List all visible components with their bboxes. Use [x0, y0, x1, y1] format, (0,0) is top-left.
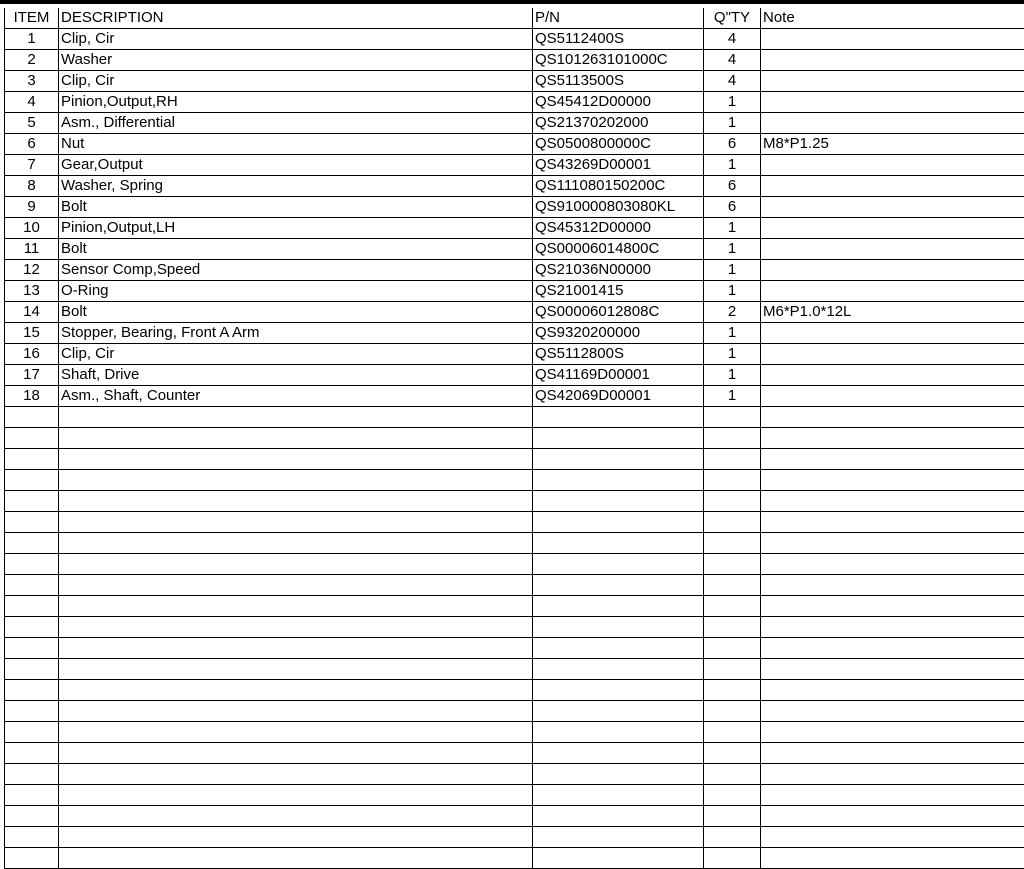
cell-part-number: QS5113500S: [533, 71, 704, 92]
empty-cell-description: [59, 701, 533, 722]
cell-quantity: 1: [704, 323, 761, 344]
empty-table-row: [5, 785, 1024, 806]
table-row: [5, 155, 1024, 176]
cell-part-number: QS9320200000: [533, 323, 704, 344]
empty-cell-note: [761, 512, 1024, 533]
empty-cell-part-number: [533, 512, 704, 533]
cell-part-number: QS00006014800C: [533, 239, 704, 260]
empty-cell-part-number: [533, 827, 704, 848]
empty-cell-note: [761, 764, 1024, 785]
empty-table-row: [5, 512, 1024, 533]
empty-cell-item: [5, 470, 59, 491]
empty-cell-description: [59, 596, 533, 617]
empty-cell-note: [761, 407, 1024, 428]
cell-part-number: QS00006012808C: [533, 302, 704, 323]
cell-part-number: QS42069D00001: [533, 386, 704, 407]
table-row: [5, 386, 1024, 407]
empty-cell-quantity: [704, 785, 761, 806]
empty-cell-part-number: [533, 533, 704, 554]
empty-cell-item: [5, 827, 59, 848]
empty-cell-item: [5, 785, 59, 806]
empty-cell-note: [761, 428, 1024, 449]
empty-table-row: [5, 638, 1024, 659]
cell-description: Clip, Cir: [59, 344, 533, 365]
parts-table-body: [5, 29, 1024, 869]
empty-cell-item: [5, 701, 59, 722]
empty-cell-note: [761, 680, 1024, 701]
cell-note: [761, 92, 1024, 113]
table-row: [5, 134, 1024, 155]
empty-cell-item: [5, 491, 59, 512]
empty-cell-description: [59, 617, 533, 638]
cell-item: 15: [5, 323, 59, 344]
empty-cell-quantity: [704, 407, 761, 428]
empty-cell-note: [761, 659, 1024, 680]
cell-part-number: QS21036N00000: [533, 260, 704, 281]
cell-quantity: 2: [704, 302, 761, 323]
empty-cell-note: [761, 533, 1024, 554]
parts-table: [4, 8, 1024, 869]
cell-note: M8*P1.25: [761, 134, 1024, 155]
empty-cell-quantity: [704, 575, 761, 596]
cell-part-number: QS45312D00000: [533, 218, 704, 239]
header-item: ITEM: [5, 8, 59, 29]
empty-cell-description: [59, 806, 533, 827]
empty-table-row: [5, 449, 1024, 470]
empty-cell-note: [761, 449, 1024, 470]
empty-cell-item: [5, 617, 59, 638]
cell-part-number: QS0500800000C: [533, 134, 704, 155]
cell-description: Washer, Spring: [59, 176, 533, 197]
cell-quantity: 1: [704, 344, 761, 365]
cell-description: Pinion,Output,RH: [59, 92, 533, 113]
empty-cell-note: [761, 470, 1024, 491]
empty-cell-description: [59, 680, 533, 701]
empty-cell-part-number: [533, 659, 704, 680]
cell-part-number: QS43269D00001: [533, 155, 704, 176]
empty-table-row: [5, 533, 1024, 554]
cell-note: [761, 176, 1024, 197]
empty-cell-quantity: [704, 638, 761, 659]
cell-quantity: 1: [704, 365, 761, 386]
cell-part-number: QS21001415: [533, 281, 704, 302]
cell-item: 13: [5, 281, 59, 302]
cell-description: Asm., Shaft, Counter: [59, 386, 533, 407]
empty-cell-part-number: [533, 491, 704, 512]
table-row: [5, 260, 1024, 281]
cell-quantity: 1: [704, 92, 761, 113]
empty-cell-quantity: [704, 617, 761, 638]
empty-cell-part-number: [533, 722, 704, 743]
empty-cell-note: [761, 701, 1024, 722]
table-row: [5, 323, 1024, 344]
cell-item: 18: [5, 386, 59, 407]
empty-cell-quantity: [704, 806, 761, 827]
empty-cell-note: [761, 785, 1024, 806]
empty-cell-quantity: [704, 722, 761, 743]
empty-cell-description: [59, 554, 533, 575]
empty-cell-part-number: [533, 449, 704, 470]
empty-cell-description: [59, 449, 533, 470]
empty-cell-note: [761, 827, 1024, 848]
table-row: [5, 218, 1024, 239]
empty-table-row: [5, 806, 1024, 827]
cell-note: [761, 197, 1024, 218]
cell-item: 6: [5, 134, 59, 155]
empty-cell-note: [761, 491, 1024, 512]
empty-cell-description: [59, 722, 533, 743]
empty-cell-part-number: [533, 575, 704, 596]
empty-cell-note: [761, 743, 1024, 764]
empty-cell-quantity: [704, 491, 761, 512]
cell-part-number: QS5112400S: [533, 29, 704, 50]
empty-cell-item: [5, 512, 59, 533]
empty-table-row: [5, 470, 1024, 491]
cell-description: Bolt: [59, 239, 533, 260]
empty-cell-description: [59, 827, 533, 848]
empty-cell-item: [5, 596, 59, 617]
empty-cell-part-number: [533, 701, 704, 722]
cell-quantity: 1: [704, 386, 761, 407]
cell-item: 11: [5, 239, 59, 260]
empty-cell-item: [5, 575, 59, 596]
empty-cell-item: [5, 533, 59, 554]
cell-quantity: 6: [704, 134, 761, 155]
empty-cell-description: [59, 764, 533, 785]
empty-cell-description: [59, 785, 533, 806]
empty-cell-item: [5, 449, 59, 470]
cell-note: [761, 50, 1024, 71]
header-note: Note: [761, 8, 1024, 29]
empty-cell-part-number: [533, 617, 704, 638]
cell-note: [761, 344, 1024, 365]
empty-table-row: [5, 680, 1024, 701]
table-header-row: [5, 8, 1024, 29]
empty-table-row: [5, 701, 1024, 722]
cell-note: [761, 29, 1024, 50]
cell-quantity: 6: [704, 176, 761, 197]
cell-note: [761, 323, 1024, 344]
empty-cell-quantity: [704, 512, 761, 533]
empty-cell-item: [5, 806, 59, 827]
header-description: DESCRIPTION: [59, 8, 533, 29]
empty-cell-description: [59, 533, 533, 554]
cell-note: [761, 260, 1024, 281]
empty-cell-note: [761, 554, 1024, 575]
empty-cell-description: [59, 743, 533, 764]
empty-table-row: [5, 743, 1024, 764]
empty-cell-part-number: [533, 596, 704, 617]
empty-cell-item: [5, 638, 59, 659]
empty-cell-quantity: [704, 659, 761, 680]
empty-cell-part-number: [533, 785, 704, 806]
empty-table-row: [5, 617, 1024, 638]
empty-cell-description: [59, 638, 533, 659]
cell-part-number: QS41169D00001: [533, 365, 704, 386]
empty-cell-description: [59, 491, 533, 512]
table-row: [5, 92, 1024, 113]
cell-description: Clip, Cir: [59, 29, 533, 50]
header-quantity: Q"TY: [704, 8, 761, 29]
empty-cell-description: [59, 659, 533, 680]
empty-table-row: [5, 659, 1024, 680]
cell-note: M6*P1.0*12L: [761, 302, 1024, 323]
cell-part-number: QS21370202000: [533, 113, 704, 134]
cell-item: 3: [5, 71, 59, 92]
empty-cell-quantity: [704, 827, 761, 848]
empty-cell-item: [5, 428, 59, 449]
empty-table-row: [5, 554, 1024, 575]
empty-cell-description: [59, 512, 533, 533]
empty-cell-part-number: [533, 848, 704, 869]
empty-cell-description: [59, 428, 533, 449]
empty-cell-quantity: [704, 701, 761, 722]
empty-cell-quantity: [704, 554, 761, 575]
cell-description: O-Ring: [59, 281, 533, 302]
cell-quantity: 1: [704, 155, 761, 176]
cell-item: 8: [5, 176, 59, 197]
empty-table-row: [5, 407, 1024, 428]
cell-description: Nut: [59, 134, 533, 155]
cell-item: 2: [5, 50, 59, 71]
cell-quantity: 4: [704, 50, 761, 71]
cell-description: Asm., Differential: [59, 113, 533, 134]
cell-item: 5: [5, 113, 59, 134]
cell-description: Shaft, Drive: [59, 365, 533, 386]
cell-item: 1: [5, 29, 59, 50]
cell-item: 9: [5, 197, 59, 218]
cell-item: 7: [5, 155, 59, 176]
empty-table-row: [5, 428, 1024, 449]
cell-quantity: 6: [704, 197, 761, 218]
empty-cell-item: [5, 680, 59, 701]
empty-cell-description: [59, 470, 533, 491]
cell-note: [761, 365, 1024, 386]
cell-note: [761, 71, 1024, 92]
cell-item: 17: [5, 365, 59, 386]
empty-table-row: [5, 575, 1024, 596]
empty-cell-note: [761, 617, 1024, 638]
empty-table-row: [5, 722, 1024, 743]
empty-cell-quantity: [704, 428, 761, 449]
cell-note: [761, 386, 1024, 407]
empty-cell-item: [5, 848, 59, 869]
empty-cell-note: [761, 575, 1024, 596]
cell-part-number: QS5112800S: [533, 344, 704, 365]
empty-cell-item: [5, 722, 59, 743]
table-row: [5, 344, 1024, 365]
empty-table-row: [5, 596, 1024, 617]
table-row: [5, 365, 1024, 386]
table-row: [5, 29, 1024, 50]
cell-part-number: QS910000803080KL: [533, 197, 704, 218]
cell-item: 12: [5, 260, 59, 281]
empty-cell-note: [761, 722, 1024, 743]
empty-cell-description: [59, 848, 533, 869]
empty-cell-quantity: [704, 449, 761, 470]
empty-cell-part-number: [533, 638, 704, 659]
table-row: [5, 176, 1024, 197]
cell-description: Bolt: [59, 302, 533, 323]
empty-cell-quantity: [704, 680, 761, 701]
cell-quantity: 1: [704, 113, 761, 134]
empty-cell-part-number: [533, 470, 704, 491]
empty-cell-quantity: [704, 596, 761, 617]
table-row: [5, 197, 1024, 218]
cell-part-number: QS45412D00000: [533, 92, 704, 113]
header-part-number: P/N: [533, 8, 704, 29]
empty-cell-item: [5, 743, 59, 764]
cell-item: 16: [5, 344, 59, 365]
cell-description: Sensor Comp,Speed: [59, 260, 533, 281]
empty-cell-note: [761, 806, 1024, 827]
empty-cell-item: [5, 407, 59, 428]
empty-cell-part-number: [533, 554, 704, 575]
empty-cell-part-number: [533, 764, 704, 785]
cell-note: [761, 281, 1024, 302]
empty-cell-item: [5, 659, 59, 680]
table-row: [5, 50, 1024, 71]
cell-note: [761, 218, 1024, 239]
empty-cell-quantity: [704, 470, 761, 491]
empty-table-row: [5, 764, 1024, 785]
table-row: [5, 239, 1024, 260]
empty-cell-quantity: [704, 764, 761, 785]
table-row: [5, 71, 1024, 92]
empty-cell-quantity: [704, 743, 761, 764]
empty-cell-description: [59, 575, 533, 596]
cell-quantity: 4: [704, 29, 761, 50]
cell-description: Clip, Cir: [59, 71, 533, 92]
cell-quantity: 1: [704, 218, 761, 239]
cell-description: Washer: [59, 50, 533, 71]
empty-cell-part-number: [533, 806, 704, 827]
table-row: [5, 302, 1024, 323]
empty-cell-item: [5, 554, 59, 575]
empty-cell-description: [59, 407, 533, 428]
cell-note: [761, 155, 1024, 176]
empty-cell-note: [761, 638, 1024, 659]
cell-description: Stopper, Bearing, Front A Arm: [59, 323, 533, 344]
cell-item: 14: [5, 302, 59, 323]
empty-cell-item: [5, 764, 59, 785]
empty-cell-note: [761, 596, 1024, 617]
cell-quantity: 1: [704, 281, 761, 302]
empty-cell-quantity: [704, 848, 761, 869]
cell-note: [761, 113, 1024, 134]
empty-table-row: [5, 827, 1024, 848]
table-row: [5, 281, 1024, 302]
cell-item: 10: [5, 218, 59, 239]
cell-description: Pinion,Output,LH: [59, 218, 533, 239]
empty-table-row: [5, 491, 1024, 512]
empty-cell-part-number: [533, 680, 704, 701]
empty-cell-quantity: [704, 533, 761, 554]
cell-part-number: QS111080150200C: [533, 176, 704, 197]
empty-table-row: [5, 848, 1024, 869]
cell-item: 4: [5, 92, 59, 113]
cell-description: Bolt: [59, 197, 533, 218]
cell-quantity: 1: [704, 239, 761, 260]
cell-note: [761, 239, 1024, 260]
empty-cell-note: [761, 848, 1024, 869]
cell-description: Gear,Output: [59, 155, 533, 176]
empty-cell-part-number: [533, 407, 704, 428]
cell-part-number: QS101263101000C: [533, 50, 704, 71]
empty-cell-part-number: [533, 428, 704, 449]
cell-quantity: 1: [704, 260, 761, 281]
table-row: [5, 113, 1024, 134]
empty-cell-part-number: [533, 743, 704, 764]
cell-quantity: 4: [704, 71, 761, 92]
